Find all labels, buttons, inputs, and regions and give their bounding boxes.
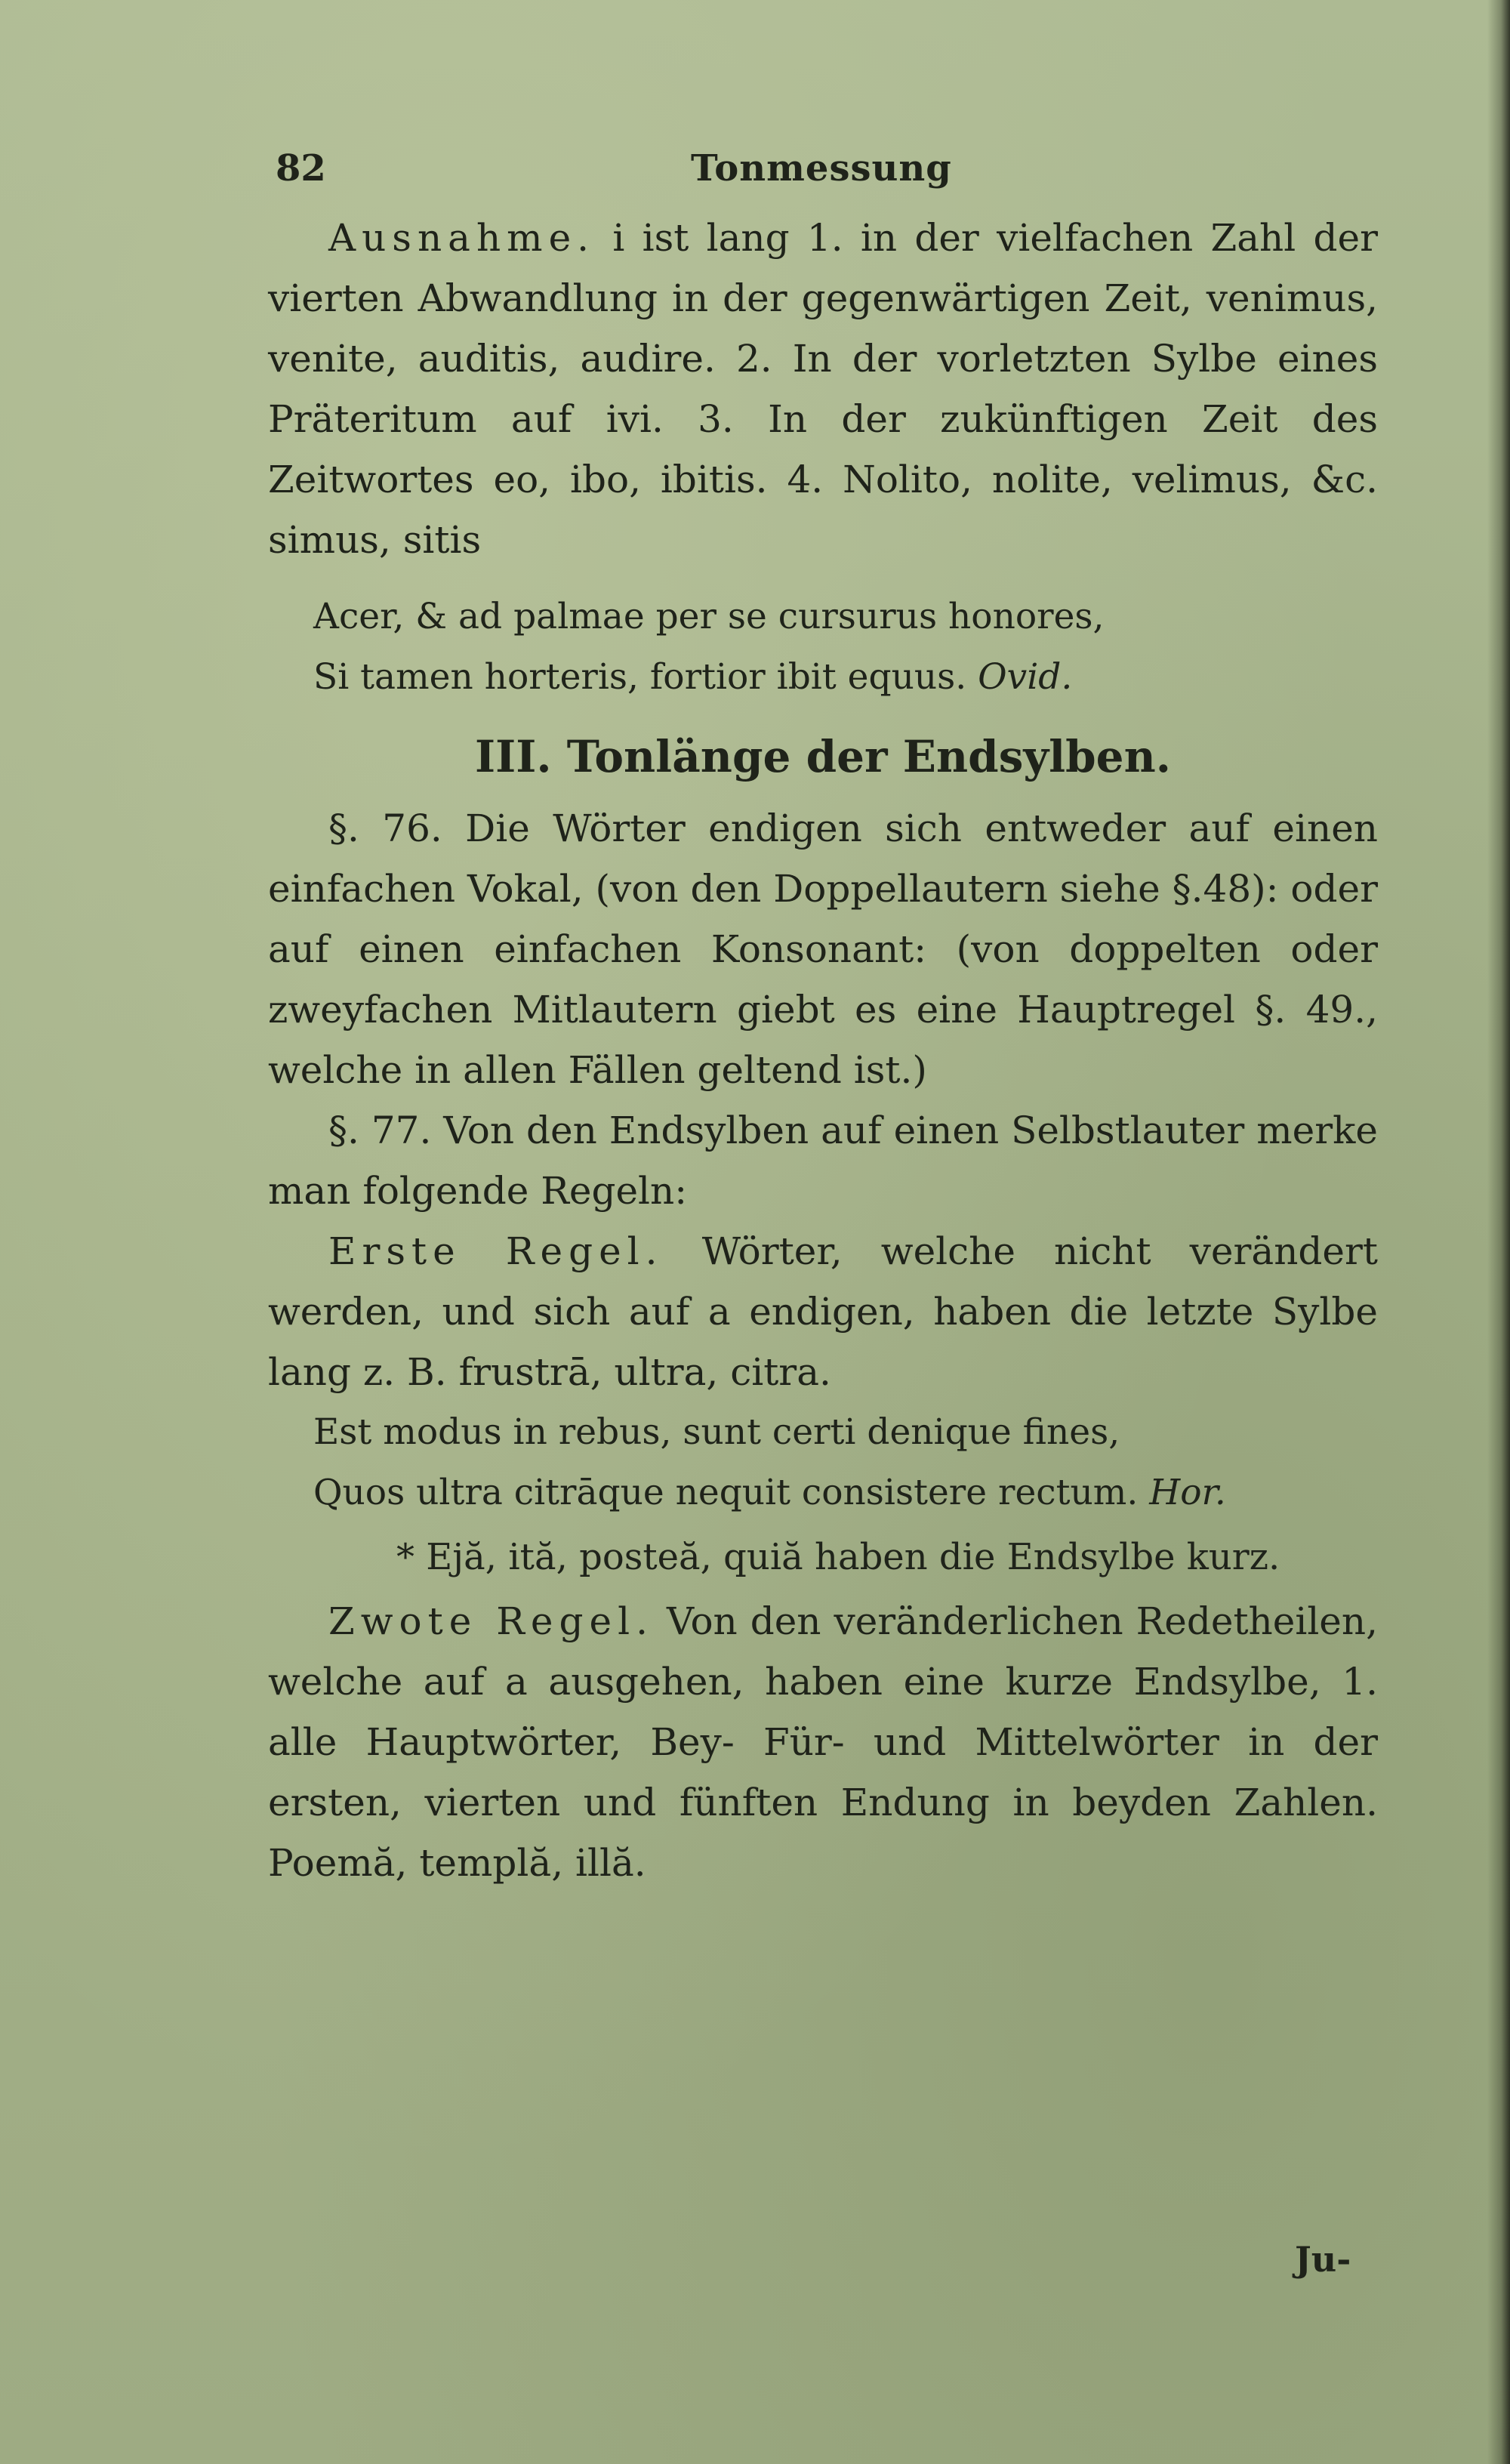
running-head: Tonmessung [691,147,952,190]
rule-1-lead: Erste Regel. [328,1229,664,1273]
rule-1-text: Wörter, welche nicht verändert werden, und sich auf a endigen, haben die letzte Sylbe lang z. B. frustrā, ultra, citra. [268,1229,1378,1394]
quote-ovid-line-2 [313,647,1378,708]
quote-ovid-citation: Ovid. [978,656,1073,698]
quote-horace [313,1402,1378,1523]
rule-2-lead: Zwote Regel. [328,1599,654,1643]
section-heading: III. Tonlänge der Endsylben. [475,731,1171,782]
catchword: Ju- [1295,2239,1351,2280]
quote-horace-line-2 [313,1463,1378,1523]
rule-2-paragraph [268,1591,1378,1893]
exception-paragraph [268,208,1378,570]
quote-horace-line-1: Est modus in rebus, sunt certi denique fines, [313,1411,1120,1453]
page-number: 82 [276,147,326,190]
paragraph-76: §. 76. Die Wörter endigen sich entweder auf einen einfachen Vokal, (von den Doppellautern siehe §.48): oder auf einen einfachen Konsonant: (von doppelten oder zweyfachen Mitlautern giebt es eine Hauptregel §. 49., welche in allen Fällen geltend ist.) [268,806,1378,1092]
paragraph-77: §. 77. Von den Endsylben auf einen Selbstlauter merke man folgende Regeln: [268,1109,1378,1213]
quote-ovid [313,587,1378,708]
quote-horace-line-2-text: Quos ultra citrāque nequit consistere rectum. [313,1472,1139,1513]
quote-ovid-line-2-text: Si tamen horteris, fortior ibit equus. [313,656,967,698]
quote-ovid-line-1: Acer, & ad palmae per se cursurus honores, [313,596,1105,637]
quote-horace-citation: Hor. [1149,1472,1226,1513]
footnote-note: * Ejă, ită, posteă, quiă haben die Endsylbe kurz. [396,1536,1280,1578]
page-edge-shadow [1487,0,1510,2464]
text-block [268,147,1378,2280]
rule-1-paragraph [268,1221,1378,1402]
exception-text: i ist lang 1. in der vielfachen Zahl der vierten Abwandlung in der gegenwärtigen Zeit, venimus, venite, auditis, audire. 2. In der vorletzten Sylbe eines Präteritum auf ivi. 3. In der zukünftigen Zeit des Zeitwortes eo, ibo, ibitis. 4. Nolito, nolite, velimus, &c. simus, sitis [268,216,1378,562]
exception-lead: Ausnahme. [328,216,596,260]
page-header [268,147,1378,208]
rule-2-text: Von den veränderlichen Redetheilen, welche auf a ausgehen, haben eine kurze Endsylbe, 1. alle Hauptwörter, Bey- Für- und Mittelwörter in der ersten, vierten und fünften Endung in beyden Zahlen. Poemă, templă, illă. [268,1599,1378,1885]
